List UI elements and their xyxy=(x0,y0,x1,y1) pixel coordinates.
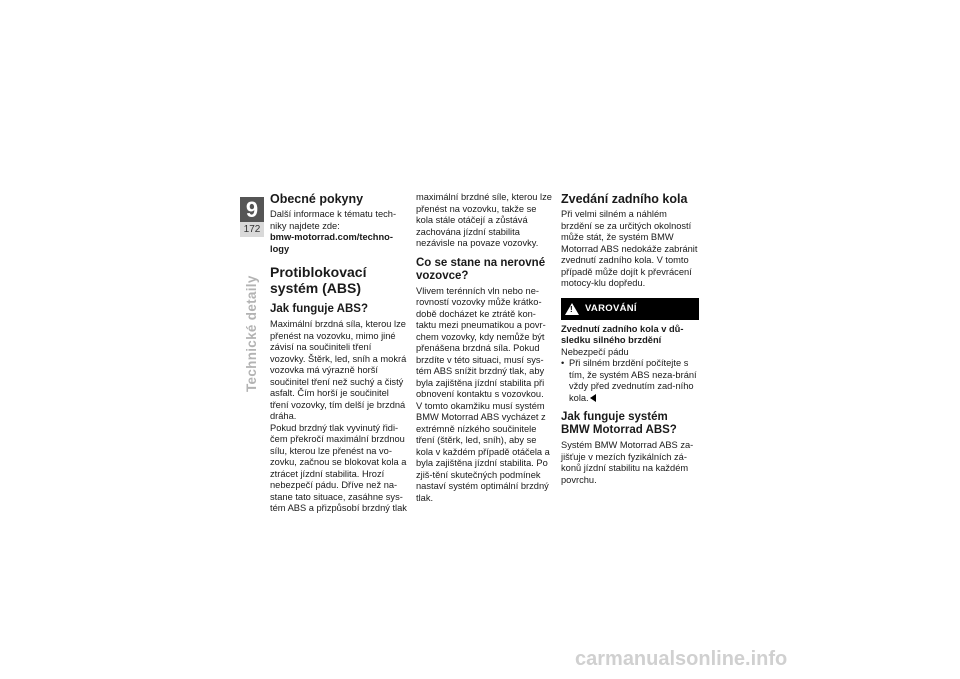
technology-link[interactable]: bmw-motorrad.com/techno-logy xyxy=(270,232,393,254)
warning-bullet xyxy=(561,358,699,404)
warning-danger: Nebezpečí pádu xyxy=(561,346,629,357)
warning-label: VAROVÁNÍ xyxy=(585,302,637,314)
rear-wheel-text: Při velmi silném a náhlém brzdění se za určitých okolností může stát, že systém BMW Motorrad ABS nedokáže zabránit zvednutí zadního kola. V tomto případě může dojít k převrácení motocy-klu dopředu. xyxy=(561,209,698,288)
how-abs-text-1: Maximální brzdná síla, kterou lze přenést na vozovku, mimo jiné závisí na součiniteli tření vozovky. Štěrk, led, sníh a mokrá vozovka má výrazně horší součinitel tření než suchý a čistý asfalt. Čím horší je součinitel tření vozovky, tím delší je brzdná dráha. xyxy=(270,319,407,421)
chapter-number: 9 xyxy=(240,197,264,222)
uneven-text-1: Vlivem terénních vln nebo ne-rovností vozovky může krátko-době docházet ke ztrátě kon-taktu mezi pneumatikou a povr-chem vozovky, kdy nemůže být přenášena brzdná síla. Pokud brzdíte v této situaci, musí sys-tém ABS snížit brzdný tlak, aby byla zajištěna jízdní stabilita při obnovení kontaktu s vozovkou. xyxy=(416,285,546,399)
bullet-dot-icon: • xyxy=(561,358,565,368)
watermark: carmanualsonline.info xyxy=(575,648,788,670)
continued-text: maximální brzdné síle, kterou lze přenést na vozovku, takže se kola stále otáčejí a zůstává zachována jízdní stabilita nezávisle na povaze vozovky. xyxy=(416,192,552,248)
heading-rear-wheel-lift: Zvedání zadního kola xyxy=(561,192,688,206)
heading-bmw-abs: Jak funguje systém BMW Motorrad ABS? xyxy=(561,411,677,436)
page-number: 172 xyxy=(240,222,264,237)
chapter-tab xyxy=(240,197,264,237)
column-1 xyxy=(270,192,408,515)
end-mark-icon xyxy=(590,394,596,402)
how-abs-text-2: Pokud brzdný tlak vyvinutý řidi-čem překročí maximální brzdnou sílu, kterou lze přenést na vo-zovku, začnou se blokovat kola a ztrácet jízdní stabilita. Hrozí nebezpečí pádu. Dříve než na-stane tato situace, zasáhne sys-tém ABS a přizpůsobí brzdný tlak xyxy=(270,422,407,513)
column-2 xyxy=(416,192,554,504)
warning-banner xyxy=(561,298,699,320)
uneven-text-2: V tomto okamžiku musí systém BMW Motorrad ABS vycházet z extrémně nízkého součinitele tření (štěrk, led, sníh), aby se kola v každém případě otáčela a byla zajištěna jízdní stabilita. Po zjiš-tění skutečných podmínek nastaví systém optimální brzdný tlak. xyxy=(416,400,550,503)
heading-general-notes: Obecné pokyny xyxy=(270,192,364,206)
heading-uneven-road: Co se stane na nerovné vozovce? xyxy=(416,256,546,282)
bmw-abs-text: Systém BMW Motorrad ABS za-jišťuje v mezích fyzikálních zá-konů jízdní stabilitu na každém povrchu. xyxy=(561,440,694,485)
column-3 xyxy=(561,192,699,486)
warning-title: Zvednutí zadního kola v dů-sledku silného brzdění xyxy=(561,323,684,345)
side-chapter-title: Technické detaily xyxy=(244,275,259,392)
general-text: Další informace k tématu tech-niky najdete zde: xyxy=(270,209,397,231)
heading-how-abs-works: Jak funguje ABS? xyxy=(270,303,368,315)
heading-abs: Protiblokovací systém (ABS) xyxy=(270,264,367,296)
warning-triangle-icon: ! xyxy=(565,303,579,315)
warning-bullet-text: Při silném brzdění počítejte s tím, že systém ABS neza-brání vždy před zvednutím zad-ního kola. xyxy=(569,358,697,403)
